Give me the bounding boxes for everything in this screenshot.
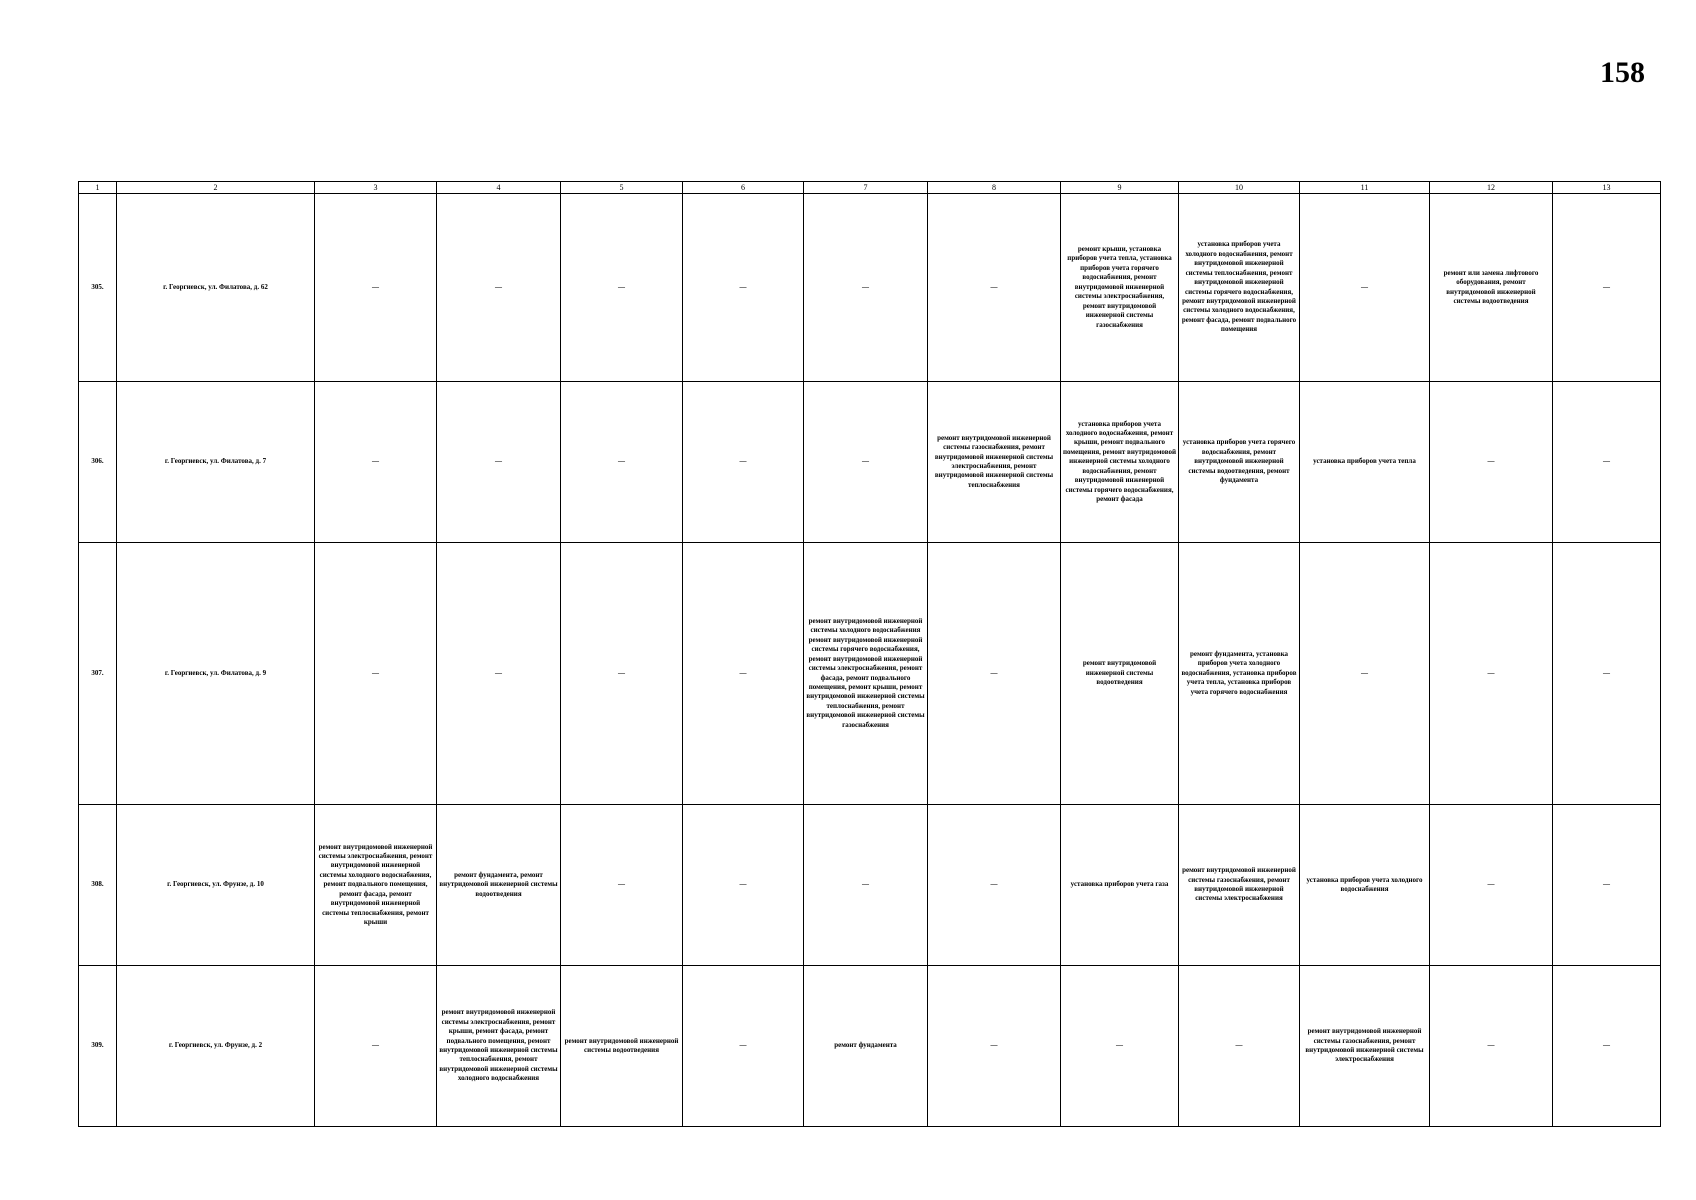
works-cell: ремонт внутридомовой инженерной системы водоотведения: [1061, 543, 1179, 805]
empty-dash-cell: —: [437, 194, 561, 382]
works-cell: ремонт или замена лифтового оборудования, ремонт внутридомовой инженерной системы водоотведения: [1430, 194, 1553, 382]
works-cell: ремонт внутридомовой инженерной системы газоснабжения, ремонт внутридомовой инженерной системы электроснабжения: [1300, 966, 1430, 1127]
works-cell: установка приборов учета горячего водоснабжения, ремонт внутридомовой инженерной системы водоотведения, ремонт фундамента: [1179, 382, 1300, 543]
table-row: [79, 194, 1661, 382]
empty-dash-cell: —: [683, 543, 804, 805]
works-cell: ремонт внутридомовой инженерной системы газоснабжения, ремонт внутридомовой инженерной системы электроснабжения, ремонт внутридомовой инженерной системы теплоснабжения: [928, 382, 1061, 543]
empty-dash-cell: —: [804, 194, 928, 382]
empty-dash-cell: —: [437, 543, 561, 805]
empty-dash-cell: —: [1300, 543, 1430, 805]
empty-dash-cell: —: [561, 382, 683, 543]
row-number-cell: 305.: [79, 194, 117, 382]
row-number-cell: 309.: [79, 966, 117, 1127]
empty-dash-cell: —: [561, 543, 683, 805]
empty-dash-cell: —: [315, 543, 437, 805]
works-cell: ремонт внутридомовой инженерной системы холодного водоснабжения ремонт внутридомовой инженерной системы горячего водоснабжения, ремонт внутридомовой инженерной системы электроснабжения, ремонт фасада, ремонт подвального помещения, ремонт крыши, ремонт внутридомовой инженерной системы теплоснабжения, ремонт внутридомовой инженерной системы газоснабжения: [804, 543, 928, 805]
empty-dash-cell: —: [561, 194, 683, 382]
empty-dash-cell: —: [1553, 543, 1661, 805]
works-cell: установка приборов учета холодного водоснабжения, ремонт крыши, ремонт подвального помещения, ремонт внутридомовой инженерной системы холодного водоснабжения, ремонт внутридомовой инженерной системы горячего водоснабжения, ремонт фасада: [1061, 382, 1179, 543]
empty-dash-cell: —: [928, 194, 1061, 382]
row-number-cell: 307.: [79, 543, 117, 805]
empty-dash-cell: —: [1553, 194, 1661, 382]
empty-dash-cell: —: [928, 543, 1061, 805]
empty-dash-cell: —: [561, 805, 683, 966]
column-number: 3: [315, 182, 437, 194]
table-row: [79, 382, 1661, 543]
empty-dash-cell: —: [315, 382, 437, 543]
works-cell: ремонт фундамента: [804, 966, 928, 1127]
column-number: 5: [561, 182, 683, 194]
empty-dash-cell: —: [1430, 382, 1553, 543]
column-number: 9: [1061, 182, 1179, 194]
column-number-row: [79, 182, 1661, 194]
empty-dash-cell: —: [804, 382, 928, 543]
empty-dash-cell: —: [1430, 966, 1553, 1127]
column-number: 12: [1430, 182, 1553, 194]
address-cell: г. Георгиевск, ул. Фрунзе, д. 2: [117, 966, 315, 1127]
empty-dash-cell: —: [683, 966, 804, 1127]
empty-dash-cell: —: [683, 194, 804, 382]
row-number-cell: 308.: [79, 805, 117, 966]
works-cell: установка приборов учета газа: [1061, 805, 1179, 966]
works-cell: ремонт внутридомовой инженерной системы водоотведения: [561, 966, 683, 1127]
empty-dash-cell: —: [1061, 966, 1179, 1127]
works-cell: установка приборов учета холодного водоснабжения, ремонт внутридомовой инженерной системы теплоснабжения, ремонт внутридомовой инженерной системы горячего водоснабжения, ремонт внутридомовой инженерной системы холодного водоснабжения, ремонт фасада, ремонт подвального помещения: [1179, 194, 1300, 382]
table-row: [79, 805, 1661, 966]
page-number: 158: [1600, 56, 1645, 89]
table-row: [79, 966, 1661, 1127]
empty-dash-cell: —: [315, 966, 437, 1127]
column-number: 1: [79, 182, 117, 194]
empty-dash-cell: —: [683, 382, 804, 543]
empty-dash-cell: —: [683, 805, 804, 966]
row-number-cell: 306.: [79, 382, 117, 543]
works-cell: ремонт фундамента, ремонт внутридомовой инженерной системы водоотведения: [437, 805, 561, 966]
empty-dash-cell: —: [804, 805, 928, 966]
empty-dash-cell: —: [437, 382, 561, 543]
column-number: 6: [683, 182, 804, 194]
empty-dash-cell: —: [1553, 966, 1661, 1127]
repair-schedule-table: [78, 181, 1661, 1127]
works-cell: ремонт крыши, установка приборов учета тепла, установка приборов учета горячего водоснабжения, ремонт внутридомовой инженерной системы электроснабжения, ремонт внутридомовой инженерной системы газоснабжения: [1061, 194, 1179, 382]
column-number: 2: [117, 182, 315, 194]
column-number: 7: [804, 182, 928, 194]
works-cell: ремонт внутридомовой инженерной системы электроснабжения, ремонт крыши, ремонт фасада, ремонт подвального помещения, ремонт внутридомовой инженерной системы теплоснабжения, ремонт внутридомовой инженерной системы холодного водоснабжения: [437, 966, 561, 1127]
works-cell: ремонт внутридомовой инженерной системы газоснабжения, ремонт внутридомовой инженерной системы электроснабжения: [1179, 805, 1300, 966]
empty-dash-cell: —: [928, 805, 1061, 966]
empty-dash-cell: —: [1179, 966, 1300, 1127]
works-cell: установка приборов учета тепла: [1300, 382, 1430, 543]
empty-dash-cell: —: [1430, 805, 1553, 966]
empty-dash-cell: —: [1553, 805, 1661, 966]
empty-dash-cell: —: [1300, 194, 1430, 382]
empty-dash-cell: —: [1553, 382, 1661, 543]
column-number: 11: [1300, 182, 1430, 194]
empty-dash-cell: —: [928, 966, 1061, 1127]
column-number: 8: [928, 182, 1061, 194]
column-number: 13: [1553, 182, 1661, 194]
empty-dash-cell: —: [315, 194, 437, 382]
works-cell: ремонт фундамента, установка приборов учета холодного водоснабжения, установка приборов учета тепла, установка приборов учета горячего водоснабжения: [1179, 543, 1300, 805]
column-number: 10: [1179, 182, 1300, 194]
table-row: [79, 543, 1661, 805]
works-cell: установка приборов учета холодного водоснабжения: [1300, 805, 1430, 966]
table-body: [79, 182, 1661, 1127]
empty-dash-cell: —: [1430, 543, 1553, 805]
address-cell: г. Георгиевск, ул. Филатова, д. 7: [117, 382, 315, 543]
address-cell: г. Георгиевск, ул. Филатова, д. 9: [117, 543, 315, 805]
works-cell: ремонт внутридомовой инженерной системы электроснабжения, ремонт внутридомовой инженерной системы холодного водоснабжения, ремонт подвального помещения, ремонт фасада, ремонт внутридомовой инженерной системы теплоснабжения, ремонт крыши: [315, 805, 437, 966]
address-cell: г. Георгиевск, ул. Филатова, д. 62: [117, 194, 315, 382]
address-cell: г. Георгиевск, ул. Фрунзе, д. 10: [117, 805, 315, 966]
column-number: 4: [437, 182, 561, 194]
